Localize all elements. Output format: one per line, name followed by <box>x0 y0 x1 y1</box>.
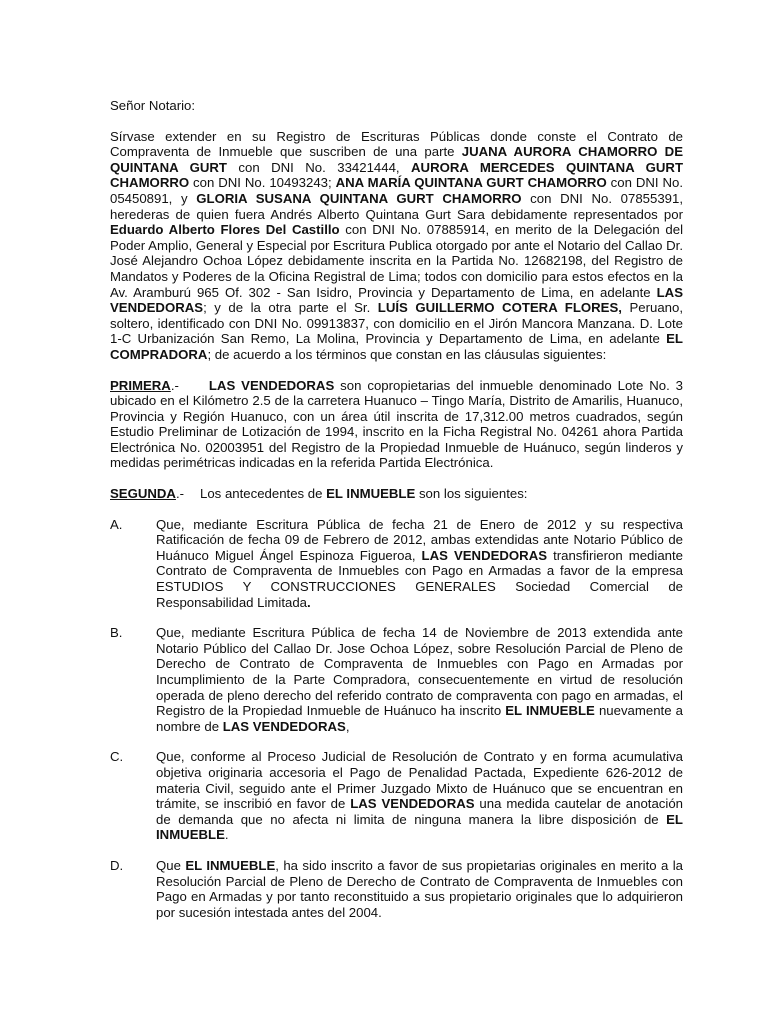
defined-term: EL COMPRADORA <box>110 331 683 362</box>
list-item-letter: C. <box>110 749 124 765</box>
defined-term: LAS VENDEDORAS <box>110 284 683 316</box>
clause-separator: .- <box>170 377 179 393</box>
defined-term: LAS VENDEDORAS <box>350 796 475 812</box>
list-item-d <box>110 858 683 920</box>
list-item-text <box>156 517 683 611</box>
representative-name: Eduardo Alberto Flores Del Castillo <box>110 222 340 238</box>
party-name: AURORA MERCEDES QUINTANA GURT CHAMORRO <box>110 159 683 191</box>
clause-text: son los siguientes: <box>415 486 528 502</box>
defined-term: EL INMUEBLE <box>185 857 276 873</box>
party-name: ANA MARÍA QUINTANA GURT CHAMORRO <box>335 175 607 191</box>
item-text-run: Que, mediante Escritura Pública de fecha 21 de Enero de 2012 y su respectiva Ratificación de fecha 09 de Febrero de 2012, ambas extendidas ante Notario Público de Huánuco Miguel Ángel Espinoza Figueroa, <box>156 516 683 563</box>
clause-heading: PRIMERA <box>110 377 171 393</box>
item-text-run: nuevamente a nombre de <box>156 703 683 734</box>
item-text-run: Que, mediante Escritura Pública de fecha 14 de Noviembre de 2013 extendida ante Notario Público del Callao Dr. Jose Ochoa López, sobre Resolución Parcial de Pleno de Derecho de Contrato de Compraventa de Inmuebles con Pago en Armadas por Incumplimiento de la Parte Compradora, consecuentemente en virtud de resolución operada de pleno derecho del referido contrato de compraventa con pago en armadas, el Registro de la Propiedad Inmueble de Huánuco ha inscrito <box>156 625 683 719</box>
party-name: GLORIA SUSANA QUINTANA GURT CHAMORRO <box>196 190 522 206</box>
item-text-run: , <box>345 718 350 734</box>
defined-term: EL INMUEBLE <box>505 703 595 719</box>
list-item-text <box>156 749 683 843</box>
item-text-run: una medida cautelar de anotación de demanda que no afecta ni limita de ninguna manera la libre disposición de <box>156 796 683 827</box>
clause-primera <box>110 378 683 472</box>
item-text-run: Que, conforme al Proceso Judicial de Resolución de Contrato y en forma acumulativa objetiva originaria accesoria el Pago de Penalidad Pactada, Expediente 626-2012 de materia Civil, seguido ante el Primer Juzgado Mixto de Huánuco que se encuentran en trámite, se inscribió en favor de <box>156 749 683 812</box>
item-text-run: Que <box>156 857 186 873</box>
intro-text: con DNI No. 10493243; <box>189 175 336 191</box>
intro-text: ; de acuerdo a los términos que constan en las cláusulas siguientes: <box>207 346 607 362</box>
defined-term: LAS VENDEDORAS <box>421 547 548 563</box>
defined-term: EL INMUEBLE <box>156 811 683 843</box>
defined-term: LAS VENDEDORAS <box>222 718 346 734</box>
item-text-run: . <box>224 827 229 843</box>
clause-text: son copropietarias del inmueble denominado Lote No. 3 ubicado en el Kilómetro 2.5 de la carretera Huanuco – Tingo María, Distrito de Amarilis, Huanuco, Provincia y Región Huanuco, con un área útil inscrita de 17,312.00 metros cuadrados, según Estudio Preliminar de Lotización de 1994, inscrito en la Ficha Registral No. 04261 ahora Partida Electrónica No. 02003951 del Registro de la Propiedad Inmueble de Huánuco, según linderos y medidas perimétricas indicadas en la referida Partida Electrónica. <box>110 377 683 471</box>
list-item-text <box>156 858 683 920</box>
intro-text: ; y de la otra parte el Sr. <box>203 300 378 316</box>
intro-text: Sírvase extender en su Registro de Escrituras Públicas donde conste el Contrato de Compraventa de Inmueble que suscriben de una parte <box>110 128 683 160</box>
clause-text: Los antecedentes de <box>200 486 327 502</box>
list-item-text <box>156 625 683 734</box>
intro-text: con DNI No. 07855391, herederas de quien fuera Andrés Alberto Quintana Gurt Sara debidamente representados por <box>110 190 683 222</box>
clause-separator: .- <box>175 486 185 502</box>
intro-text: con DNI No. 07885914, en merito de la Delegación del Poder Amplio, General y Especial por Escritura Publica otorgado por ante el Notario del Callao Dr. José Alejandro Ochoa López debidamente inscrita en la Partida No. 12682198, del Registro de Mandatos y Poderes de la Oficina Registral de Lima; todos con domicilio para estos efectos en la Av. Aramburú 965 Of. 302 - San Isidro, Provincia y Departamento de Lima, en adelante <box>110 222 683 300</box>
item-text-run: , ha sido inscrito a favor de sus propietarias originales en merito a la Resolución Parcial de Pleno de Derecho de Contrato de Compraventa de Inmuebles con Pago en Armadas y por tanto reconstituido a sus propietario originales que lo adquirieron por sucesión intestada antes del 2004. <box>156 857 683 920</box>
intro-text: con DNI No. 05450891, y <box>110 175 683 206</box>
list-item-c <box>110 749 683 843</box>
list-item-a <box>110 517 683 611</box>
defined-term: EL INMUEBLE <box>326 486 416 502</box>
item-text-run: transfirieron mediante Contrato de Compraventa de Inmuebles con Pago en Armadas a favor de la empresa ESTUDIOS Y CONSTRUCCIONES GENERALES Sociedad Comercial de Responsabilidad Limitada <box>156 547 683 610</box>
defined-term: LAS VENDEDORAS <box>208 377 335 393</box>
party-name: JUANA AURORA CHAMORRO DE QUINTANA GURT <box>110 144 683 175</box>
item-period: . <box>307 594 311 610</box>
clause-segunda <box>110 486 683 502</box>
intro-text: Peruano, soltero, identificado con DNI No. 09913837, con domicilio en el Jirón Mancora Manzana. D. Lote 1-C Urbanización San Remo, La Molina, Provincia y Departamento de Lima, en adelante <box>110 300 684 347</box>
list-item-b <box>110 625 683 734</box>
intro-text: con DNI No. 33421444, <box>226 159 412 175</box>
buyer-name: LUÍS GUILLERMO COTERA FLORES, <box>377 300 622 316</box>
salutation: Señor Notario: <box>110 98 196 113</box>
list-item-letter: B. <box>110 625 123 641</box>
intro-paragraph <box>110 129 683 363</box>
list-item-letter: D. <box>110 857 124 873</box>
clause-heading: SEGUNDA <box>110 486 176 502</box>
list-item-letter: A. <box>110 516 123 532</box>
